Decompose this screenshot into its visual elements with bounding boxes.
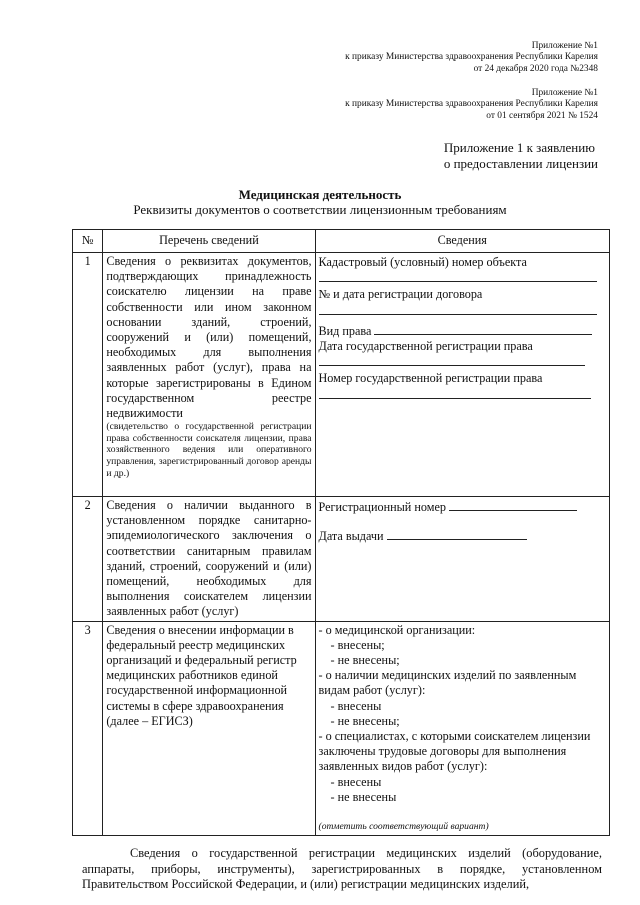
right-type-label: Вид права — [318, 323, 372, 338]
table-row — [73, 621, 610, 836]
header-1-line-2: к приказу Министерства здравоохранения Республики Карелия — [345, 52, 598, 63]
row-1-text: Сведения о реквизитах документов, подтверждающих принадлежность соискателю лицензии на праве собственности или ином законном основании зданий, строений, сооружений и (или) помещений, необходимых для выполнения заявленных работ (услуг), права на которые зарегистрированы в Едином государственном реестре недвижимости — [106, 254, 312, 421]
header-2-line-2: к приказу Министерства здравоохранения Республики Карелия — [345, 99, 598, 110]
option-not-entered[interactable]: - не внесены — [330, 789, 397, 804]
option-group-specialists: - о специалистах, с которыми соискателем лицензии заключены трудовые договоры для выполнения заявленных видов работ (услуг): — [318, 729, 591, 774]
header-1-line-1: Приложение №1 — [531, 41, 598, 51]
row-fields — [315, 253, 610, 497]
footer-paragraph — [82, 846, 602, 893]
document-title: Медицинская деятельность — [238, 187, 402, 202]
cadastral-number-label: Кадастровый (условный) номер объекта — [318, 255, 527, 269]
issue-date-label: Дата выдачи — [318, 529, 384, 544]
row-1-note: (свидетельство о государственной регистрации права собственности соискателя лицензии, права хозяйственного ведения или оперативного управления, зарегистрированный договор аренды и др.) — [106, 421, 312, 479]
document-subtitle: Реквизиты документов о соответствии лицензионным требованиям — [133, 202, 507, 217]
right-type-field[interactable] — [374, 323, 592, 335]
requisites-table — [72, 229, 610, 836]
option-group-devices: - о наличии медицинских изделий по заявленным видам работ (услуг): — [318, 668, 577, 698]
row-2-text: Сведения о наличии выданного в установленном порядке санитарно-эпидемиологического заключения о соответствии санитарным правилам зданий, строений, сооружений и (или) помещений, необходимых для выполнения соискателем лицензии заявленных работ (услуг) — [106, 498, 312, 619]
col-header-num: № — [73, 230, 103, 253]
right-registration-date-field[interactable] — [319, 354, 585, 366]
contract-registration-field[interactable] — [319, 303, 597, 315]
row-description — [103, 621, 315, 836]
table-row — [73, 253, 610, 497]
row-fields — [315, 497, 610, 622]
header-2-line-3: от 01 сентября 2021 № 1524 — [486, 110, 598, 121]
option-not-entered[interactable]: - не внесены; — [330, 713, 400, 728]
issue-date-field[interactable] — [387, 528, 527, 540]
footer-text: Сведения о государственной регистрации медицинских изделий (оборудование, аппараты, приборы, инструменты), зарегистрированных в порядке, установленном Правительством Российской Федерации, и (или) регистрации медицинских изделий, — [82, 846, 602, 892]
right-registration-date-label: Дата государственной регистрации права — [318, 339, 533, 354]
right-registration-number-label: Номер государственной регистрации права — [318, 371, 543, 386]
row-description — [103, 497, 315, 622]
col-header-list: Перечень сведений — [103, 230, 315, 253]
option-entered[interactable]: - внесены; — [330, 637, 385, 652]
row-3-text: Сведения о внесении информации в федеральный реестр медицинских организаций и федеральный регистр медицинских работников единой государственной информационной системы в сфере здравоохранения (далее – ЕГИСЗ) — [106, 622, 297, 728]
order-header-2 — [345, 88, 598, 122]
table-header-row — [73, 230, 610, 253]
table-row — [73, 497, 610, 622]
row-number: 1 — [73, 253, 103, 497]
row-options — [315, 621, 610, 836]
row-description — [103, 253, 315, 497]
header-1-line-3: от 24 декабря 2020 года №2348 — [473, 63, 598, 74]
option-entered[interactable]: - внесены — [330, 774, 382, 789]
order-header-1 — [345, 41, 598, 75]
option-not-entered[interactable]: - не внесены; — [330, 653, 400, 668]
header-2-line-1: Приложение №1 — [531, 88, 598, 98]
right-registration-number-field[interactable] — [319, 387, 591, 399]
option-group-organization: - о медицинской организации: — [318, 622, 476, 637]
option-note: (отметить соответствующий вариант) — [318, 821, 489, 833]
appendix-line-2: о предоставлении лицензии — [443, 155, 598, 171]
row-number: 2 — [73, 497, 103, 622]
row-number: 3 — [73, 621, 103, 836]
cadastral-number-field[interactable] — [319, 270, 597, 282]
contract-registration-label: № и дата регистрации договора — [318, 287, 483, 302]
registration-number-label: Регистрационный номер — [318, 500, 446, 514]
appendix-line-1: Приложение 1 к заявлению — [443, 140, 595, 155]
option-entered[interactable]: - внесены — [330, 698, 382, 713]
registration-number-field[interactable] — [449, 499, 577, 511]
col-header-info: Сведения — [315, 230, 610, 253]
appendix-note — [444, 140, 598, 171]
